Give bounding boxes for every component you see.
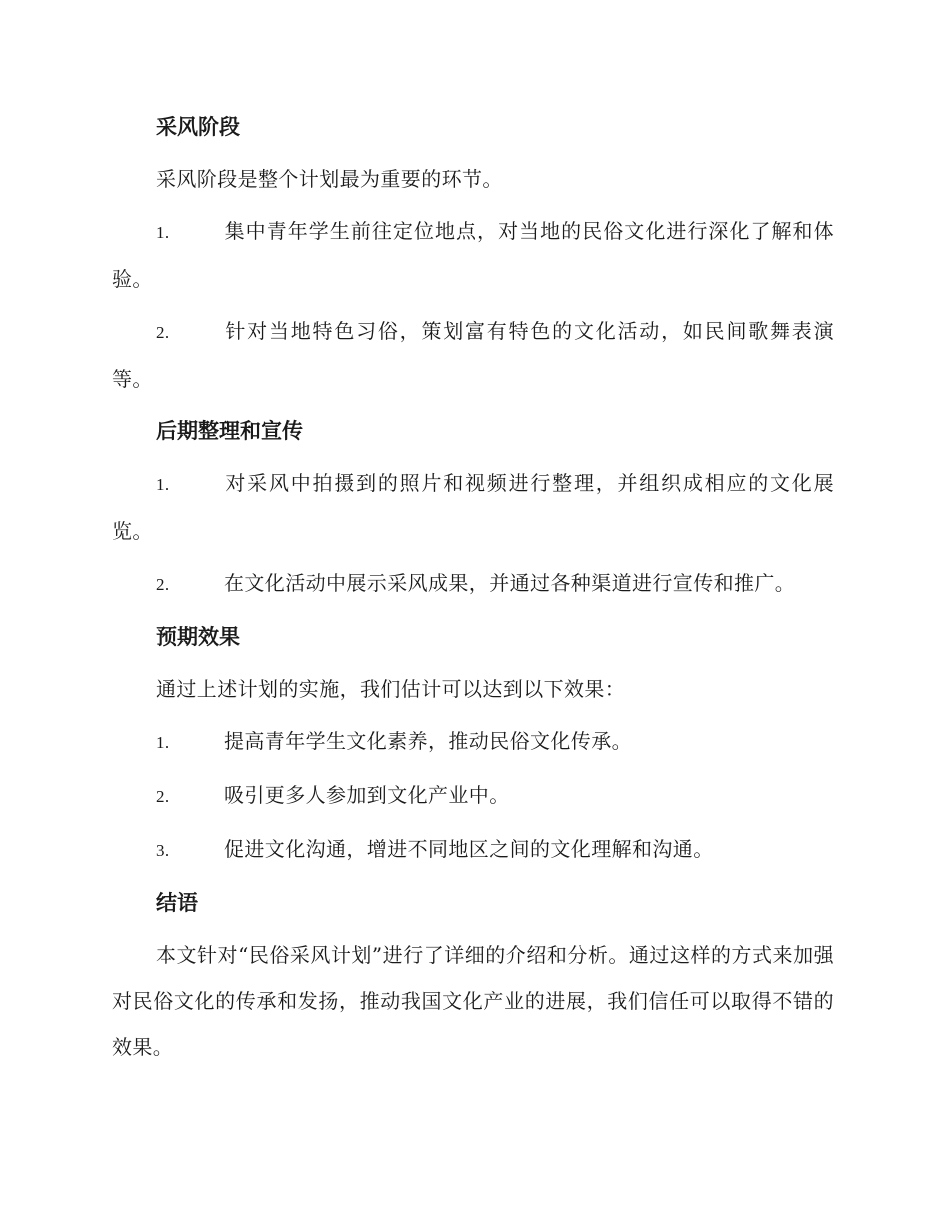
list-item-text: 集中青年学生前往定位地点，对当地的民俗文化进行深化了解和体验。 <box>112 219 834 291</box>
list-number: 1. <box>156 475 170 494</box>
list-item-text: 对采风中拍摄到的照片和视频进行整理，并组织成相应的文化展览。 <box>112 471 834 543</box>
list-item-text: 促进文化沟通，增进不同地区之间的文化理解和沟通。 <box>224 837 714 861</box>
list-number: 2. <box>156 787 170 806</box>
document-page <box>112 104 834 1076</box>
list-item-text: 在文化活动中展示采风成果，并通过各种渠道进行宣传和推广。 <box>224 571 796 595</box>
section-intro-caifeng: 采风阶段是整个计划最为重要的环节。 <box>156 167 503 191</box>
section-intro-expected: 通过上述计划的实施，我们估计可以达到以下效果： <box>156 677 626 701</box>
list-number: 3. <box>156 841 170 860</box>
list-item <box>112 208 834 302</box>
list-item <box>112 460 834 554</box>
list-item-text: 吸引更多人参加到文化产业中。 <box>224 783 510 807</box>
list-item <box>112 718 834 766</box>
list-item-text: 提高青年学生文化素养，推动民俗文化传承。 <box>224 729 632 753</box>
list-item <box>112 826 834 874</box>
section-heading-conclusion: 结语 <box>156 891 198 915</box>
section-intro-conclusion: 本文针对“民俗采风计划”进行了详细的介绍和分析。通过这样的方式来加强对民俗文化的传承和发扬，推动我国文化产业的进展，我们信任可以取得不错的效果。 <box>112 943 834 1059</box>
section-heading-caifeng: 采风阶段 <box>156 115 240 139</box>
list-number: 1. <box>156 223 170 242</box>
list-item <box>112 772 834 820</box>
list-number: 2. <box>156 323 170 342</box>
list-item <box>112 308 834 402</box>
list-number: 1. <box>156 733 170 752</box>
section-heading-promotion: 后期整理和宣传 <box>156 419 303 443</box>
list-item <box>112 560 834 608</box>
section-heading-expected: 预期效果 <box>156 625 240 649</box>
list-item-text: 针对当地特色习俗，策划富有特色的文化活动，如民间歌舞表演等。 <box>112 319 834 391</box>
list-number: 2. <box>156 575 170 594</box>
